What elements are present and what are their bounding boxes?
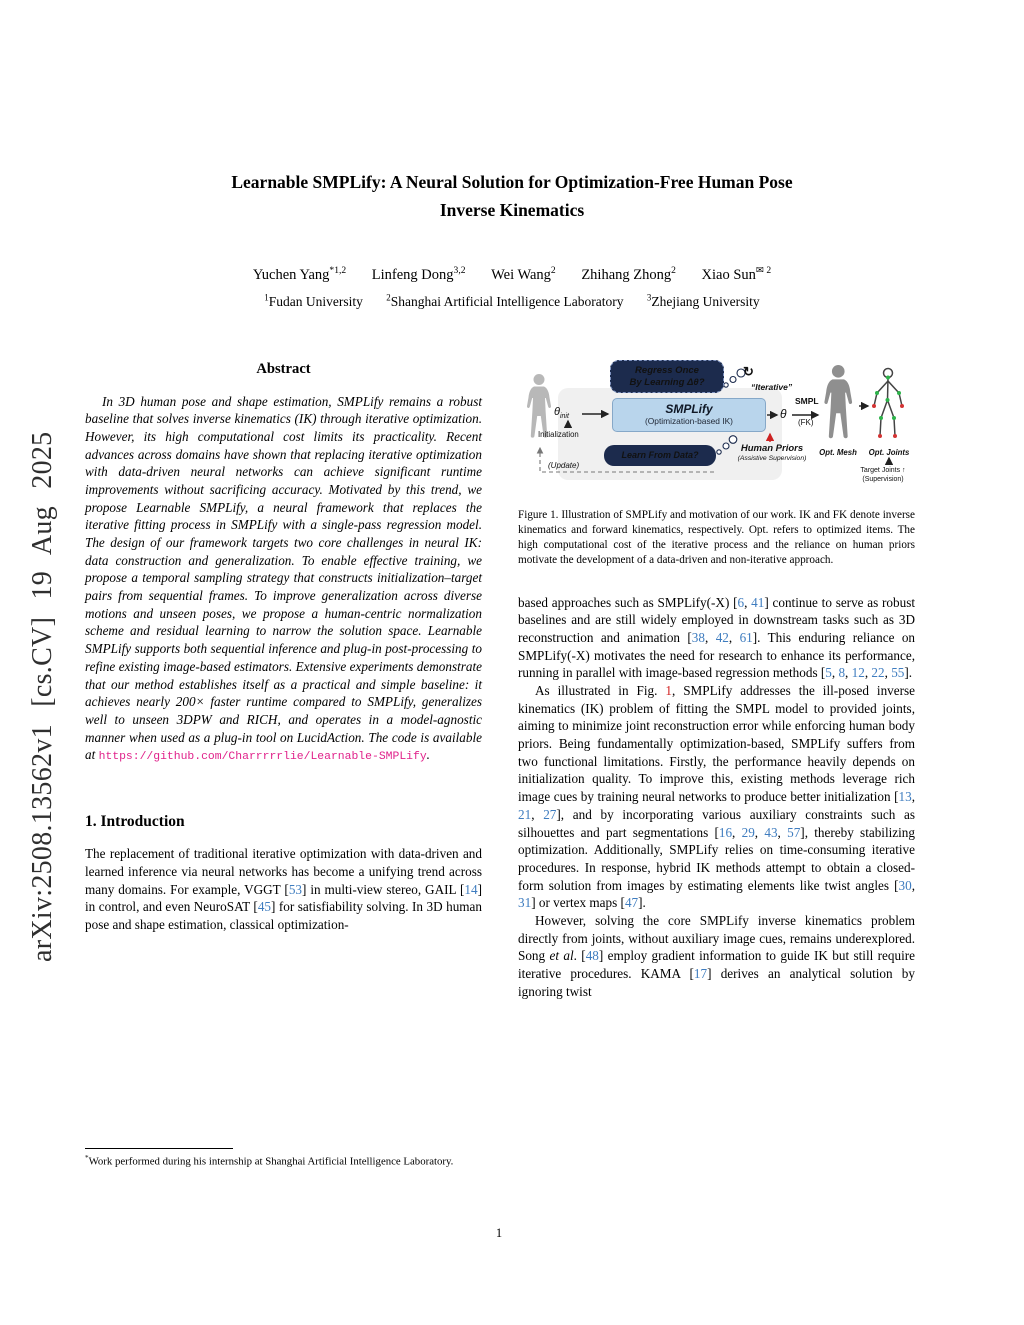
author-xiao-sun: Xiao Sun$^{✉ 2}$ (701, 264, 772, 283)
citation-link[interactable]: 12 (851, 665, 865, 681)
figure-1-caption: Figure 1. Illustration of SMPLify and motivation of our work. IK and FK denote inverse kinematics and forward kinematics, respectively. Opt. refers to optimized items. The high computational cost of the iterative process and the reliance on human priors motivate the development of a data-driven and non-iterative approach. (518, 509, 915, 566)
affiliation-fudan: $^1$Fudan University (264, 292, 363, 310)
body-paragraph-2: As illustrated in Fig. 1, SMPLify addresses the ill-posed inverse kinematics (IK) problem of fitting the SMPL model to provided joints, aiming to minimize joint reconstruction error while enforcing human body priors. Being fundamentally optimization-based, SMPLify suffers from two functional limitations. Firstly, the performance heavily depends on initialization quality. To improve this, existing methods leverage rich image cues by training neural networks to produce better initialization [13, 21, 27], and by incorporating various auxiliary constraints such as silhouettes and part segmentations [16, 29, 43, 57], thereby stabilizing optimization. Additionally, SMPLify relies on time-consuming iterative procedures. In response, hybrid IK methods attempt to obtain a closed-form solution from images by estimating elements like twist angles [30, 31] or vertex maps [47]. (518, 683, 916, 911)
citation-link[interactable]: 29 (741, 824, 755, 840)
superscript: 2 (671, 264, 676, 276)
arxiv-banner: arXiv:2508.13562v1 [cs.CV] 19 Aug 2025 (27, 431, 58, 962)
opt-joints-label: Opt. Joints (868, 448, 910, 457)
citation-link[interactable]: 45 (257, 899, 272, 915)
smplify-box (612, 398, 766, 432)
superscript: ✉ 2 (755, 264, 772, 276)
citation-link[interactable]: 53 (288, 881, 302, 897)
citation-link[interactable]: 5 (825, 665, 832, 681)
italic-text: et al (549, 948, 574, 964)
opt-mesh-label: Opt. Mesh (819, 448, 857, 457)
author-yuchen-yang: Yuchen Yang$^{*1,2}$ (252, 264, 347, 283)
human-priors-label: Human Priors (Assistive Supervision) (737, 443, 807, 463)
citation-link[interactable]: 17 (693, 966, 708, 981)
citation-link[interactable]: 47 (624, 895, 639, 911)
footnote (85, 1148, 482, 1169)
citation-link[interactable]: 21 (518, 806, 532, 822)
author-wei-wang: Wei Wang$^2$ (491, 264, 556, 283)
affiliation-shailab: $^2$Shanghai Artificial Intelligence Laboratory (386, 292, 624, 310)
citation-link[interactable]: 30 (898, 877, 912, 893)
citation-link[interactable]: 42 (715, 629, 729, 645)
left-column (85, 360, 482, 934)
citation-link[interactable]: 61 (739, 629, 753, 645)
superscript: 1 (264, 292, 269, 303)
citation-link[interactable]: 14 (464, 881, 478, 897)
theta-init-label: $\theta_{init}$ (554, 406, 569, 421)
superscript: 2 (386, 292, 391, 303)
update-label: (Update) (548, 461, 580, 470)
citation-link[interactable]: 13 (898, 789, 912, 805)
fk-label: (FK) (798, 418, 814, 427)
figure-1 (518, 360, 915, 500)
citation-link[interactable]: 16 (718, 824, 733, 840)
citation-link[interactable]: 57 (787, 824, 801, 840)
abstract-text: In 3D human pose and shape estimation, SMPLify remains a robust baseline that solves inverse kinematics (IK) through iterative optimization. However, its high computational cost limits its practicality. Recent advances across domains have shown that replacing iterative optimization with data-driven neural networks can achieve significant runtime improvements without sacrificing accuracy. Motivated by this trend, we propose Learnable SMPLify, a neural framework that replaces the iterative fitting process in SMPLify with a single-pass regression model. The design of our framework targets two core challenges in neural IK: data construction and generalization. To enable effective training, we propose a temporal sampling strategy that constructs initialization–target pairs from sequential frames. To improve generalization across diverse motions and unseen poses, we propose a human-centric normalization scheme and residual learning to narrow the solution space. Learnable SMPLify supports both sequential inference and plug-in post-processing to refine existing image-based estimators. Extensive experiments demonstrate that our method establishes itself as a practical and simple baseline: it achieves nearly 200× faster runtime compared to SMPLify, generalizes well to unseen 3DPW and RICH, and operates in a model-agnostic manner when used as a plug-in tool on LucidAction. The code is available at https://github.com/Charrrrrlie/Learnable-SMPLify. (85, 393, 482, 764)
superscript: 2 (550, 264, 556, 276)
superscript: * (85, 1154, 89, 1162)
smplify-box-subtitle: (Optimization-based IK) (645, 415, 733, 426)
citation-link[interactable]: 27 (543, 806, 557, 822)
footnote-text: *Work performed during his internship at Shanghai Artificial Intelligence Laboratory. (85, 1154, 454, 1168)
superscript: 3 (646, 292, 652, 303)
intro-paragraph-1: The replacement of traditional iterative optimization with data-driven and learned inference via neural networks has become a unifying trend across many domains. For example, VGGT [53] in multi-view stereo, GAIL [14] in control, and even NeuroSAT [45] for satisfiability solving. In 3D human pose and shape estimation, classical optimization- (85, 846, 483, 933)
title-line-2: Inverse Kinematics (439, 200, 585, 221)
human-silhouette-initialization-icon (527, 374, 551, 438)
thought-bubbles-regress (724, 369, 745, 387)
citation-link[interactable]: 38 (691, 629, 705, 645)
right-column (518, 360, 915, 1000)
superscript: 3,2 (453, 264, 466, 276)
learn-from-data-box: Learn From Data? (604, 445, 716, 466)
page-number: 1 (495, 1226, 503, 1240)
footnote-rule (85, 1148, 233, 1149)
body-paragraph-3: However, solving the core SMPLify inverse kinematics problem directly from joints, without auxiliary image cues, remains underexplored. Song et al. [48] employ gradient information to guide IK but still require iterative procedures. KAMA [17] derives an analytical solution by ignoring twist (518, 912, 915, 999)
iterative-loop-icon: ↻ (743, 364, 754, 379)
iterative-label: “Iterative” (751, 382, 793, 392)
citation-link[interactable]: 8 (838, 665, 846, 681)
skeleton-optimized-joints-icon (872, 369, 904, 439)
title-block (0, 168, 1024, 310)
superscript: *1,2 (329, 264, 347, 276)
citation-link[interactable]: 22 (871, 665, 885, 681)
body-paragraph-1: based approaches such as SMPLify(-X) [6, 41] continue to serve as robust baselines and are still widely employed in downstream tasks such as 3D reconstruction and animation [38, 42, 61]. This enduring reliance on SMPLify(-X) motivates the need for research to enhance its performance, running in parallel with image-based regression methods [5, 8, 12, 22, 55]. (518, 594, 916, 681)
citation-link[interactable]: 31 (518, 895, 532, 911)
human-silhouette-optimized-mesh-icon (824, 365, 852, 438)
section-heading-introduction: 1. Introduction (85, 812, 185, 830)
url-link[interactable]: https://github.com/Charrrrrlie/Learnable-SMPLify (98, 751, 427, 764)
regress-once-box: Regress Once By Learning Δθ? (610, 360, 724, 393)
abstract-heading: Abstract (256, 361, 311, 377)
theta-output-label: θ (780, 407, 787, 421)
smpl-label: SMPL (795, 396, 819, 406)
citation-link[interactable]: 48 (585, 948, 599, 964)
author-list (0, 265, 1024, 284)
initialization-label: Initialization (538, 430, 579, 439)
citation-link[interactable]: 55 (891, 665, 905, 681)
affiliation-zhejiang: $^3$Zhejiang University (646, 292, 760, 310)
citation-link[interactable]: 41 (751, 594, 765, 610)
target-joints-label: Target Joints ↑ (Supervision) (860, 467, 906, 483)
paper-title (0, 168, 1024, 225)
figure-reference[interactable]: 1 (665, 683, 672, 698)
author-linfeng-dong: Linfeng Dong$^{3,2}$ (371, 264, 466, 283)
citation-link[interactable]: 6 (737, 594, 745, 610)
affiliation-list (0, 293, 1024, 311)
smplify-box-title: SMPLify (665, 401, 713, 416)
title-line-1: Learnable SMPLify: A Neural Solution for Optimization-Free Human Pose (231, 172, 793, 192)
author-zhihang-zhong: Zhihang Zhong$^2$ (581, 264, 676, 283)
citation-link[interactable]: 43 (764, 824, 778, 840)
